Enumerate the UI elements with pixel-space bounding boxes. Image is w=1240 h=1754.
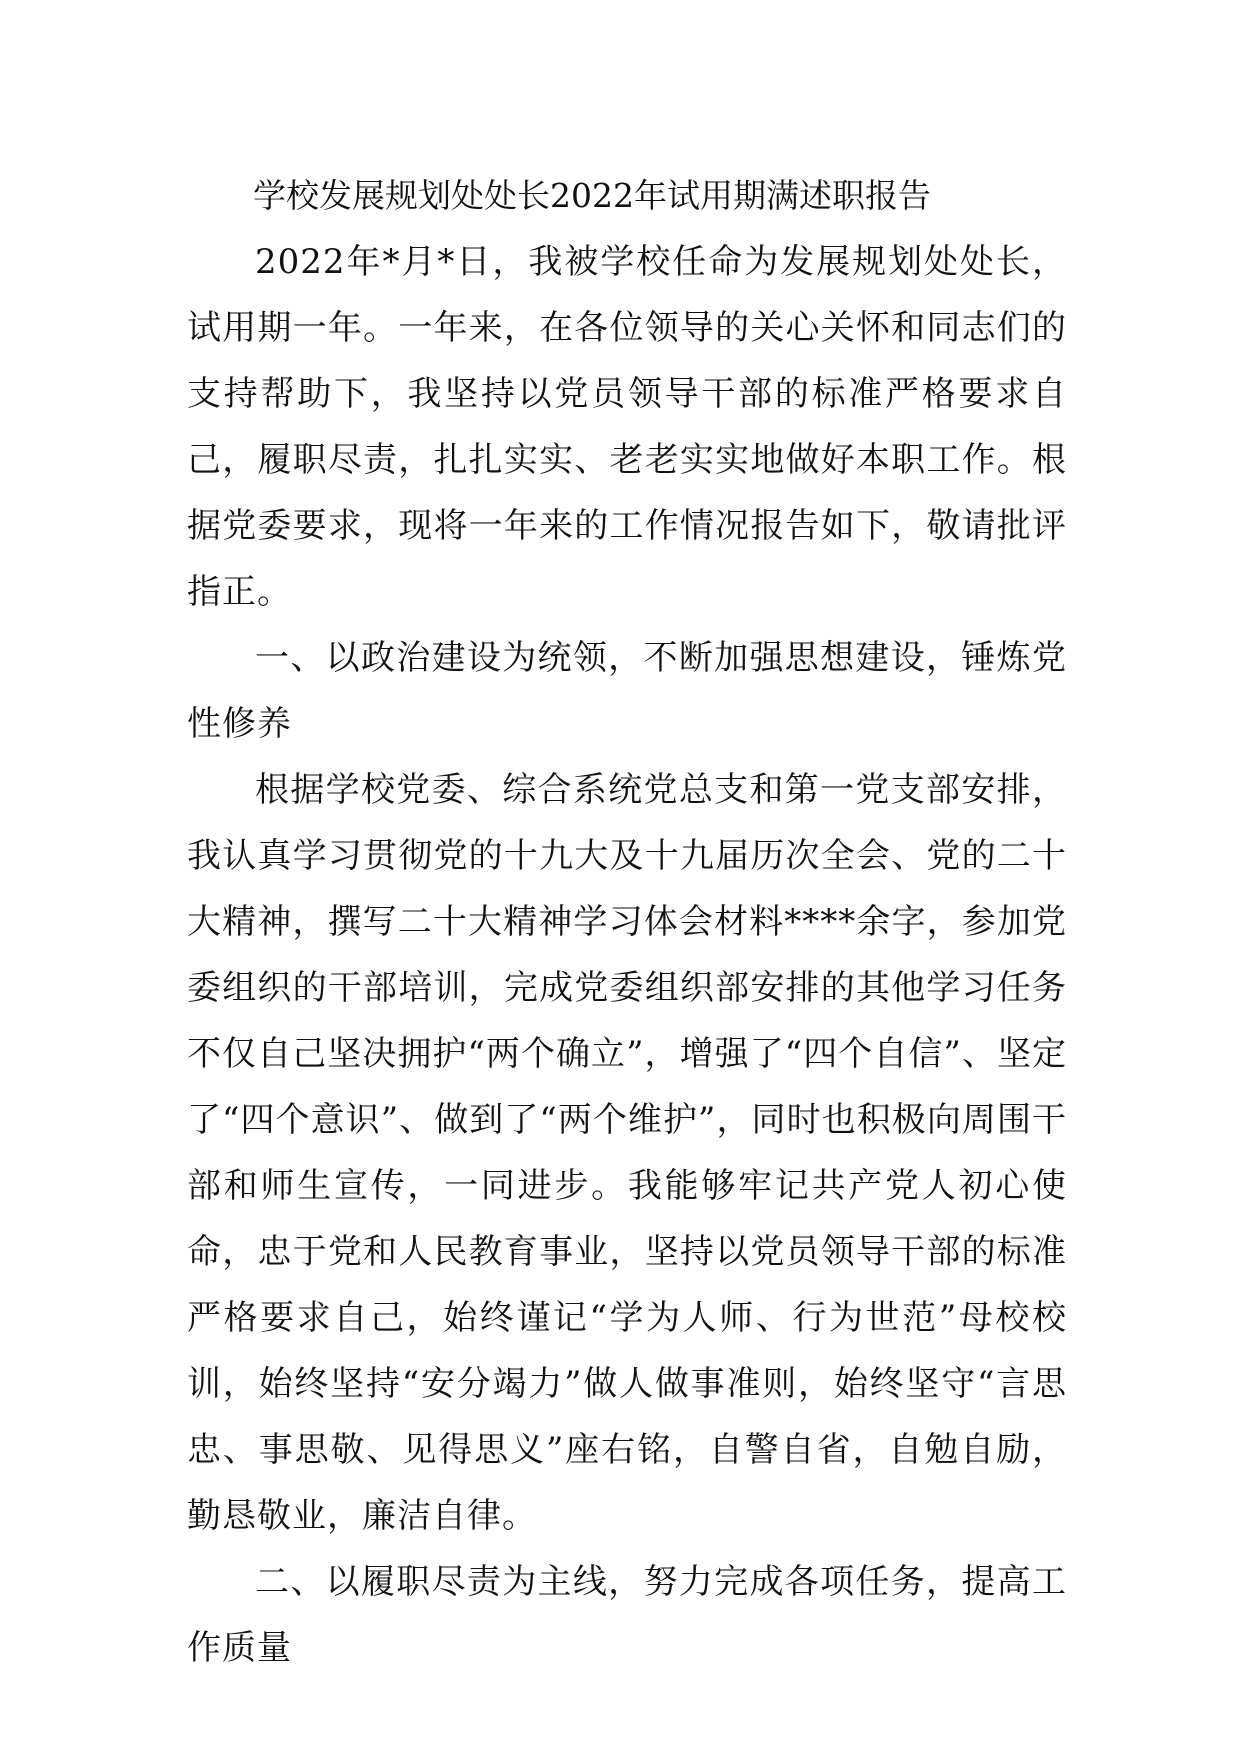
section-heading-2: 二、以履职尽责为主线，努力完成各项任务，提高工作质量 (187, 1562, 1067, 1668)
section-heading-1: 一、以政治建设为统领，不断加强思想建设，锤炼党性修养 (187, 638, 1067, 744)
document-title: 学校发展规划处处长2022年试用期满述职报告 (253, 176, 931, 215)
paragraph-section-1: 根据学校党委、综合系统党总支和第一党支部安排，我认真学习贯彻党的十九大及十九届历次全会、党的二十大精神，撰写二十大精神学习体会材料****余字，参加党委组织的干部培训，完成党委组织部安排的其他学习任务不仅自己坚决拥护“两个确立”，增强了“四个自信”、坚定了“四个意识”、做到了“两个维护”，同时也积极向周围干部和师生宣传，一同进步。我能够牢记共产党人初心使命，忠于党和人民教育事业，坚持以党员领导干部的标准严格要求自己，始终谨记“学为人师、行为世范”母校校训，始终坚持“安分竭力”做人做事准则，始终坚守“言思忠、事思敬、见得思义”座右铭，自警自省，自勉自励，勤恳敬业，廉洁自律。 (187, 770, 1067, 1536)
document-body (187, 163, 1067, 1681)
paragraph-intro: 2022年*月*日，我被学校任命为发展规划处处长，试用期一年。一年来，在各位领导的关心关怀和同志们的支持帮助下，我坚持以党员领导干部的标准严格要求自己，履职尽责，扎扎实实、老老实实地做好本职工作。根据党委要求，现将一年来的工作情况报告如下，敬请批评指正。 (187, 242, 1067, 612)
